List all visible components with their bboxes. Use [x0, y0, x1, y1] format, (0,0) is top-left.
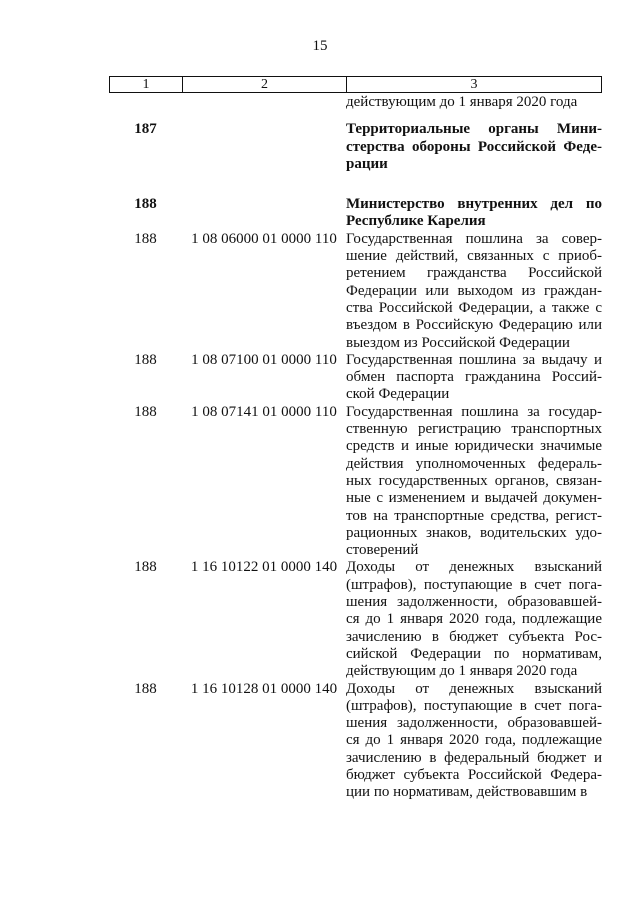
description-line: шения задолженности, образовавшей-: [346, 715, 602, 732]
table-row: [109, 231, 602, 352]
column-header-2: 2: [183, 77, 347, 92]
description-line: ных государственных органов, связан-: [346, 472, 602, 489]
row-code: 188: [134, 559, 157, 576]
table-row: [109, 559, 602, 680]
description-line: Доходы от денежных взысканий: [346, 680, 602, 697]
row-description: [346, 352, 602, 404]
table-header-row: [109, 76, 602, 93]
row-description: [346, 94, 602, 111]
description-line: действующим до 1 января 2020 года: [346, 94, 578, 110]
row-kbk-code: 1 08 07141 01 0000 110: [191, 403, 337, 420]
row-description: [346, 404, 602, 560]
table-body: [109, 94, 602, 802]
description-line: ретением гражданства Российской: [346, 265, 602, 282]
row-code: 188: [134, 196, 157, 213]
description-line: ской Федерации: [346, 386, 450, 403]
row-description: [346, 121, 602, 173]
description-line: стерства обороны Российской Феде-: [346, 138, 602, 155]
table-row: [109, 121, 602, 173]
table-row: [109, 681, 602, 802]
description-line: ся до 1 января 2020 года, подлежащие: [346, 611, 602, 628]
description-line: ся до 1 января 2020 года, подлежащие: [346, 732, 602, 749]
description-line: действующим до 1 января 2020 года: [346, 663, 578, 680]
row-code: [109, 94, 182, 111]
description-line: ства Российской Федерации, а также с: [346, 299, 602, 316]
table-row: [109, 352, 602, 404]
description-line: (штрафов), поступающие в счет пога-: [346, 697, 602, 714]
column-header-1: 1: [110, 77, 183, 92]
description-line: Государственная пошлина за совер-: [346, 230, 602, 247]
row-kbk-code: 1 16 10128 01 0000 140: [190, 680, 338, 697]
row-code: 187: [134, 121, 157, 138]
row-description: [346, 196, 602, 231]
row-description: [346, 681, 602, 802]
row-kbk-code: [182, 196, 346, 231]
description-line: Государственная пошлина за выдачу и: [346, 351, 602, 368]
description-line: средств и иные юридически значимые: [346, 438, 602, 455]
row-code: 188: [134, 230, 157, 247]
table-row: [109, 196, 602, 231]
description-line: Государственная пошлина за государ-: [346, 403, 602, 420]
description-line: въездом в Российскую Федерацию или: [346, 317, 602, 334]
description-line: бюджет субъекта Российской Федера-: [346, 766, 602, 783]
description-line: (штрафов), поступающие в счет пога-: [346, 576, 602, 593]
row-description: [346, 559, 602, 680]
description-line: Доходы от денежных взысканий: [346, 559, 602, 576]
description-line: рационных знаков, водительских удо-: [346, 524, 602, 541]
description-line: шение действий, связанных с приоб-: [346, 248, 602, 265]
row-kbk-code: 1 08 06000 01 0000 110: [191, 230, 337, 247]
description-line: Федерации или выходом из граждан-: [346, 282, 602, 299]
row-code: 188: [134, 403, 157, 420]
row-code: 188: [134, 680, 157, 697]
description-line: ции по нормативам, действовавшим в: [346, 784, 588, 801]
row-description: [346, 231, 602, 352]
row-kbk-code: [182, 121, 346, 173]
description-line: обмен паспорта гражданина Россий-: [346, 369, 602, 386]
description-line: ные с изменением и выдачей докумен-: [346, 490, 602, 507]
description-line: Республике Карелия: [346, 213, 486, 230]
row-code: 188: [134, 351, 157, 368]
column-header-3: 3: [470, 77, 478, 92]
description-line: действия уполномоченных федераль-: [346, 455, 602, 472]
description-line: шения задолженности, образовавшей-: [346, 594, 602, 611]
table-row: [109, 94, 602, 111]
description-line: ственную регистрацию транспортных: [346, 421, 602, 438]
description-line: выездом из Российской Федерации: [346, 334, 570, 351]
description-line: Министерство внутренних дел по: [346, 196, 602, 213]
row-kbk-code: 1 08 07100 01 0000 110: [191, 351, 337, 368]
description-line: рации: [346, 155, 388, 172]
description-line: Территориальные органы Мини-: [346, 121, 602, 138]
description-line: сийской Федерации по нормативам,: [346, 645, 602, 662]
description-line: тов на транспортные средства, регист-: [346, 507, 602, 524]
row-kbk-code: 1 16 10122 01 0000 140: [190, 559, 338, 576]
row-kbk-code: [182, 94, 346, 111]
table-row: [109, 404, 602, 560]
description-line: зачислению в федеральный бюджет и: [346, 749, 602, 766]
page-number: 15: [312, 38, 328, 54]
description-line: стоверений: [346, 542, 419, 559]
description-line: зачислению в бюджет субъекта Рос-: [346, 628, 602, 645]
